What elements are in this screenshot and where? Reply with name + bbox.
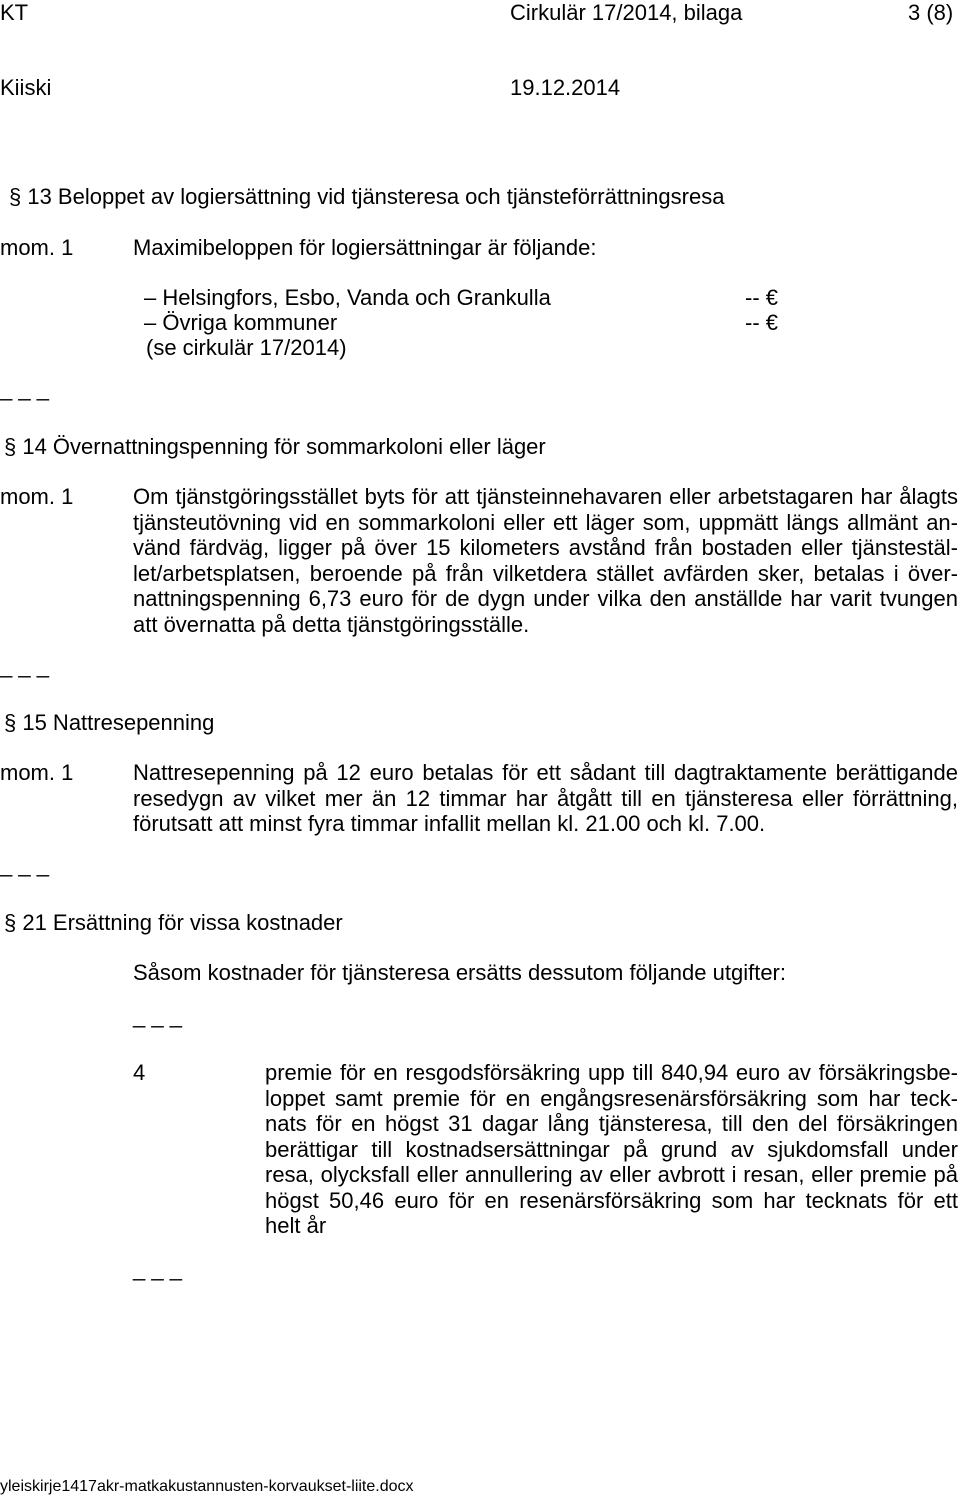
paragraph-line: berättigar till kostnadsersättningar på grund av sjukdomsfall under — [265, 1137, 958, 1162]
header-author: Kiiski — [0, 75, 52, 100]
rate-amount-ovriga: -- € — [745, 310, 778, 335]
section-21-heading: § 21 Ersättning för vissa kostnader — [4, 910, 343, 935]
omission-mark: _ _ _ — [133, 1256, 182, 1281]
paragraph-line: resedygn av vilket mer än 12 timmar har åtgått till en tjänsteresa eller förrättning, — [133, 786, 958, 811]
rate-amount-helsingfors: -- € — [745, 285, 778, 310]
header-document-reference: Cirkulär 17/2014, bilaga — [510, 0, 743, 25]
rate-place-ovriga: – Övriga kommuner — [144, 310, 338, 335]
paragraph-line: Om tjänstgöringsstället byts för att tjänsteinnehavaren eller arbetstagaren har ålagts — [133, 484, 958, 509]
section-15-mom-label: mom. 1 — [0, 760, 74, 785]
section-13-mom-label: mom. 1 — [0, 235, 74, 260]
section-14-mom-label: mom. 1 — [0, 484, 74, 509]
section-14-heading: § 14 Övernattningspenning för sommarkoloni eller läger — [4, 434, 546, 459]
omission-mark: _ _ _ — [0, 653, 49, 678]
paragraph-line: premie för en resgodsförsäkring upp till 840,94 euro av försäkringsbe- — [265, 1060, 958, 1085]
paragraph-line: vänd färdväg, ligger på över 15 kilometers avstånd från bostaden eller tjänstestäl- — [133, 535, 958, 560]
omission-mark: _ _ _ — [0, 376, 49, 401]
paragraph-line: tjänsteutövning vid en sommarkoloni eller ett läger som, uppmätt längs allmänt an- — [133, 510, 958, 535]
paragraph-line: Nattresepenning på 12 euro betalas för ett sådant till dagtraktamente berättigande — [133, 760, 958, 785]
rate-place-helsingfors: – Helsingfors, Esbo, Vanda och Grankulla — [144, 285, 551, 310]
paragraph-line: loppet samt premie för en engångsresenärsförsäkring som har teck- — [265, 1086, 958, 1111]
section-15-heading: § 15 Nattresepenning — [4, 710, 215, 735]
paragraph-line: högst 50,46 euro för en resenärsförsäkring som har tecknats för ett — [265, 1188, 958, 1213]
paragraph-line: resa, olycksfall eller annullering av eller avbrott i resan, eller premie på — [265, 1162, 958, 1187]
section-13-heading: § 13 Beloppet av logiersättning vid tjänsteresa och tjänsteförrättningsresa — [9, 184, 725, 209]
header-organization: KT — [0, 0, 29, 25]
omission-mark: _ _ _ — [133, 1003, 182, 1028]
omission-mark: _ _ _ — [0, 852, 49, 877]
paragraph-line: nats för en högst 31 dagar lång tjänsteresa, till den del försäkringen — [265, 1111, 958, 1136]
item-number: 4 — [133, 1060, 146, 1085]
section-13-intro: Maximibeloppen för logiersättningar är följande: — [133, 235, 597, 260]
header-page-number: 3 (8) — [908, 0, 954, 25]
paragraph-line: att övernatta på detta tjänstgöringsställe. — [133, 612, 530, 637]
paragraph-line: förutsatt att minst fyra timmar infallit mellan kl. 21.00 och kl. 7.00. — [133, 811, 766, 836]
paragraph-line: nattningspenning 6,73 euro för de dygn under vilka den anställde har varit tvungen — [133, 586, 958, 611]
section-13-note: (se cirkulär 17/2014) — [146, 335, 347, 360]
paragraph-line: helt år — [265, 1213, 327, 1238]
paragraph-line: let/arbetsplatsen, beroende på från vilketdera stället avfärden sker, betalas i över- — [133, 561, 958, 586]
footer-filename: yleiskirje1417akr-matkakustannusten-korvaukset-liite.docx — [0, 1478, 414, 1495]
section-21-intro: Såsom kostnader för tjänsteresa ersätts dessutom följande utgifter: — [133, 960, 786, 985]
header-date: 19.12.2014 — [510, 75, 621, 100]
